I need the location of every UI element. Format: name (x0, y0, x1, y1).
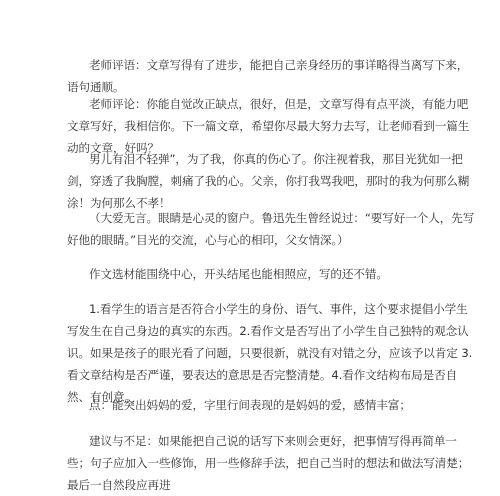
paragraph-annotation: （大爱无言。眼睛是心灵的窗户。鲁迅先生曾经说过：“要写好一个人，先写好他的眼睛。”目光的交流，心与心的相印，父女情深。） (67, 211, 475, 247)
paragraph-essay-excerpt: 男儿有泪不轻弹”，为了我，你真的伤心了。你注视着我，那目光犹如一把剑，穿透了我胸膛，刺痛了我的心。父亲，你打我骂我吧，那时的我为何那么糊涂！为何那么不孝！ (67, 152, 470, 210)
paragraph-suggestions: 建议与不足：如果能把自己说的话写下来则会更好，把事情写得再简单一些；句子应加入一些修饰，用一些修辞手法，把自己当时的想法和做法写清楚；最后一自然段应再进 (67, 434, 470, 492)
paragraph-grading-criteria: 1.看学生的语言是否符合小学生的身份、语气、事件，这个要求提倡小学生写发生在自己身边的真实的东西。2.看作文是否写出了小学生自己独特的观念认识。如果是孩子的眼光看了问题，只要很新，就没有对错之分，应该予以肯定 3.看文章结构是否严谨，要表达的意思是否完整清楚。4.看作文结构布局是否自然、有创意。 (67, 302, 473, 404)
paragraph-material-comment: 作文选材能围绕中心，开头结尾也能相照应，写的还不错。 (89, 267, 388, 281)
paragraph-teacher-comment-2: 老师评论：你能自觉改正缺点，很好，但是，文章写得有点平淡，有能力吧文章写好，我相信你。下一篇文章，希望你尽最大努力去写，让老师看到一篇生动的文章，好吗？ (67, 97, 470, 155)
paragraph-teacher-comment-1: 老师评语：文章写得有了进步，能把自己亲身经历的事详略得当离写下来，语句通顺。 (67, 58, 469, 94)
paragraph-strengths: 点：能突出妈妈的爱，字里行间表现的是妈妈的爱，感情丰富； (89, 398, 411, 412)
